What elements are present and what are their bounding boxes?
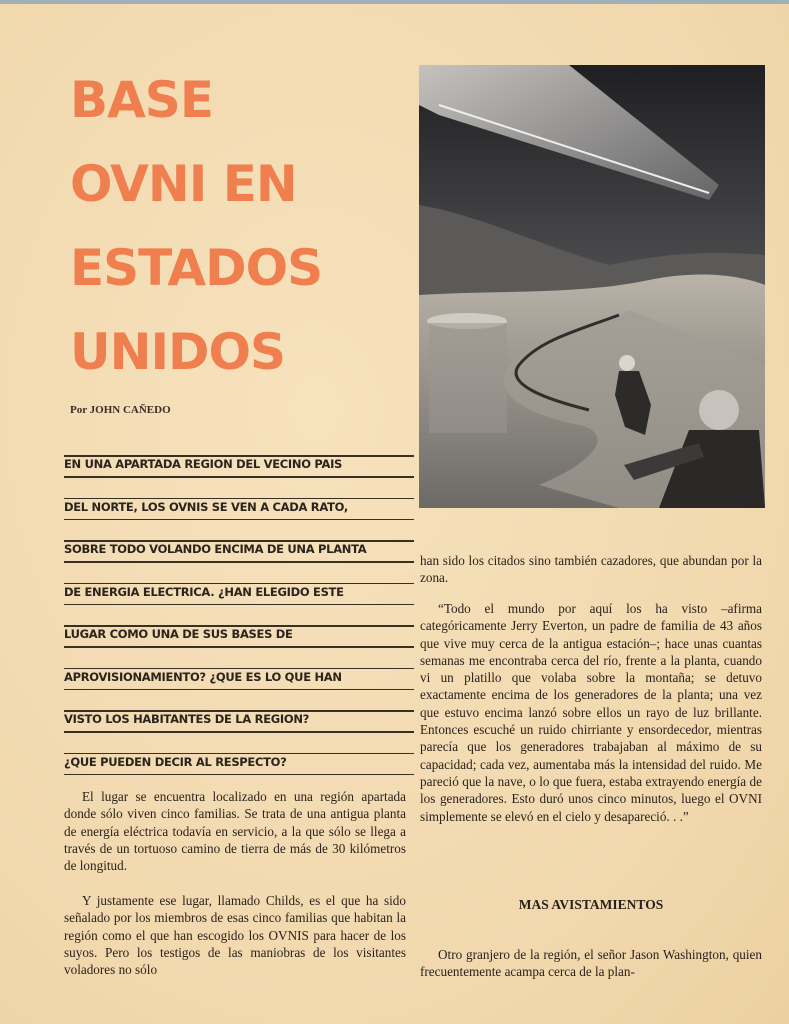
- byline: Por JOHN CAÑEDO: [70, 404, 171, 416]
- page-top-edge: [0, 0, 789, 4]
- right-column-paragraph-2: “Todo el mundo por aquí los ha visto –afirma categóricamente Jerry Everton, un padre de familia de 43 años que vive muy cerca de la antigua estación–; hace unas cuantas semanas me encontraba cerca del río, frente a la planta, cuando vi un platillo que volaba sobre la montaña; se detuvo exactamente encima de los generadores de la planta; una vez que estuvo encima lanzó sobre ellos un rayo de luz brillante. Entonces escuché un ruido chirriante y ensordecedor, mientras parecía que los generadores trabajaban al máximo de su capacidad; cada vez, aumentaba más la intensidad del ruido. Me pareció que la nave, o lo que fuera, estaba extrayendo energía de los generadores. Esto duró unos cinco minutos, luego el OVNI simplemente se elevó en el cielo y desapareció. . .”: [420, 601, 762, 824]
- lead-line: DEL NORTE, LOS OVNIS SE VEN A CADA RATO,: [64, 493, 414, 536]
- lead-line: LUGAR COMO UNA DE SUS BASES DE: [64, 620, 414, 663]
- lead-line: DE ENERGIA ELECTRICA. ¿HAN ELEGIDO ESTE: [64, 578, 414, 621]
- lead-summary: [64, 450, 414, 790]
- title-line: UNIDOS: [70, 323, 286, 381]
- right-column-paragraph-3: Otro granjero de la región, el señor Jason Washington, quien frecuentemente acampa cerca de la plan-: [420, 947, 762, 980]
- ufo-illustration: [419, 65, 765, 508]
- lead-line: SOBRE TODO VOLANDO ENCIMA DE UNA PLANTA: [64, 535, 414, 578]
- left-column-paragraph-2: Y justamente ese lugar, llamado Childs, es el que ha sido señalado por los miembros de esas cinco familias que habitan la región como el que han escogido los OVNIS para hacer de los suyos. Pero los testigos de las maniobras de los visitantes voladores no sólo: [64, 893, 406, 978]
- lead-line: VISTO LOS HABITANTES DE LA REGION?: [64, 705, 414, 748]
- article-title: [70, 58, 410, 394]
- lead-line: APROVISIONAMIENTO? ¿QUE ES LO QUE HAN: [64, 663, 414, 706]
- title-line: BASE: [70, 71, 213, 129]
- section-subheading: MAS AVISTAMIENTOS: [518, 897, 664, 912]
- lead-line: ¿QUE PUEDEN DECIR AL RESPECTO?: [64, 748, 414, 791]
- title-line: ESTADOS: [70, 239, 323, 297]
- title-line: OVNI EN: [70, 155, 297, 213]
- lead-line: EN UNA APARTADA REGION DEL VECINO PAIS: [64, 450, 414, 493]
- left-column-paragraph-1: El lugar se encuentra localizado en una región apartada donde sólo viven cinco familias. Se trata de una antigua planta de energía eléctrica todavía en servicio, a la que sólo se llega a través de un tortuoso camino de tierra de más de 30 kilómetros de longitud.: [64, 789, 406, 874]
- right-column-paragraph-1: han sido los citados sino también cazadores, que abundan por la zona.: [420, 553, 762, 586]
